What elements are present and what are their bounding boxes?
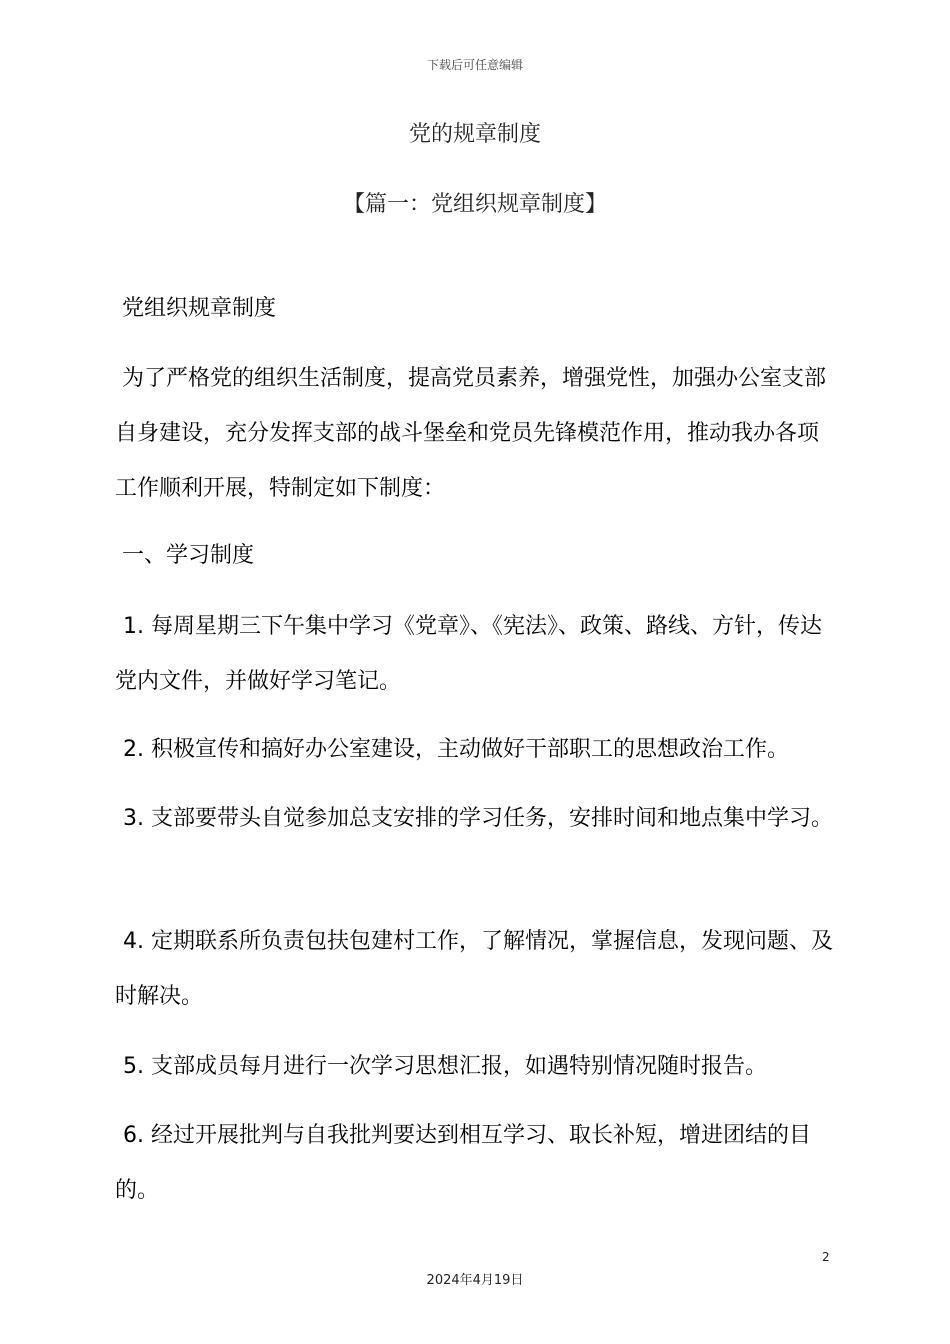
header-note: 下载后可任意编辑: [426, 58, 523, 72]
list-item-1-text: 1. 每周星期三下午集中学习《党章》、《宪法》、政策、路线、方针，传达党内文件，并做好学习笔记。: [115, 614, 822, 694]
intro-text: 为了严格党的组织生活制度，提高党员素养，增强党性，加强办公室支部自身建设，充分发挥支部的战斗堡垒和党员先锋模范作用，推动我办各项工作顺利开展，特制定如下制度：: [115, 366, 827, 501]
document-subtitle: 【篇一：党组织规章制度】: [342, 192, 607, 217]
list-item-3: [115, 791, 840, 846]
list-item-5-text: 5. 支部成员每月进行一次学习思想汇报，如遇特别情况随时报告。: [123, 1054, 767, 1079]
document-title: 党的规章制度: [408, 122, 541, 147]
list-item-6: [115, 1108, 840, 1218]
list-item-2: [115, 722, 840, 777]
list-item-6-text: 6. 经过开展批判与自我批判要达到相互学习、取长补短，增进团结的目的。: [115, 1123, 811, 1203]
list-item-5: [115, 1039, 840, 1094]
intro-paragraph: [115, 351, 840, 516]
list-item-4: [115, 914, 840, 1024]
footer-date: 2024年4月19日: [426, 1273, 524, 1288]
chapter-heading: 一、学习制度: [122, 543, 255, 568]
list-item-3-text: 3. 支部要带头自觉参加总支安排的学习任务，安排时间和地点集中学习。: [123, 806, 833, 831]
page-number: 2: [822, 1250, 830, 1264]
section-heading: 党组织规章制度: [122, 296, 277, 321]
list-item-1: [115, 599, 840, 709]
list-item-2-text: 2. 积极宣传和搞好办公室建设，主动做好干部职工的思想政治工作。: [123, 737, 789, 762]
list-item-4-text: 4. 定期联系所负责包扶包建村工作，了解情况，掌握信息，发现问题、及时解决。: [115, 929, 833, 1009]
